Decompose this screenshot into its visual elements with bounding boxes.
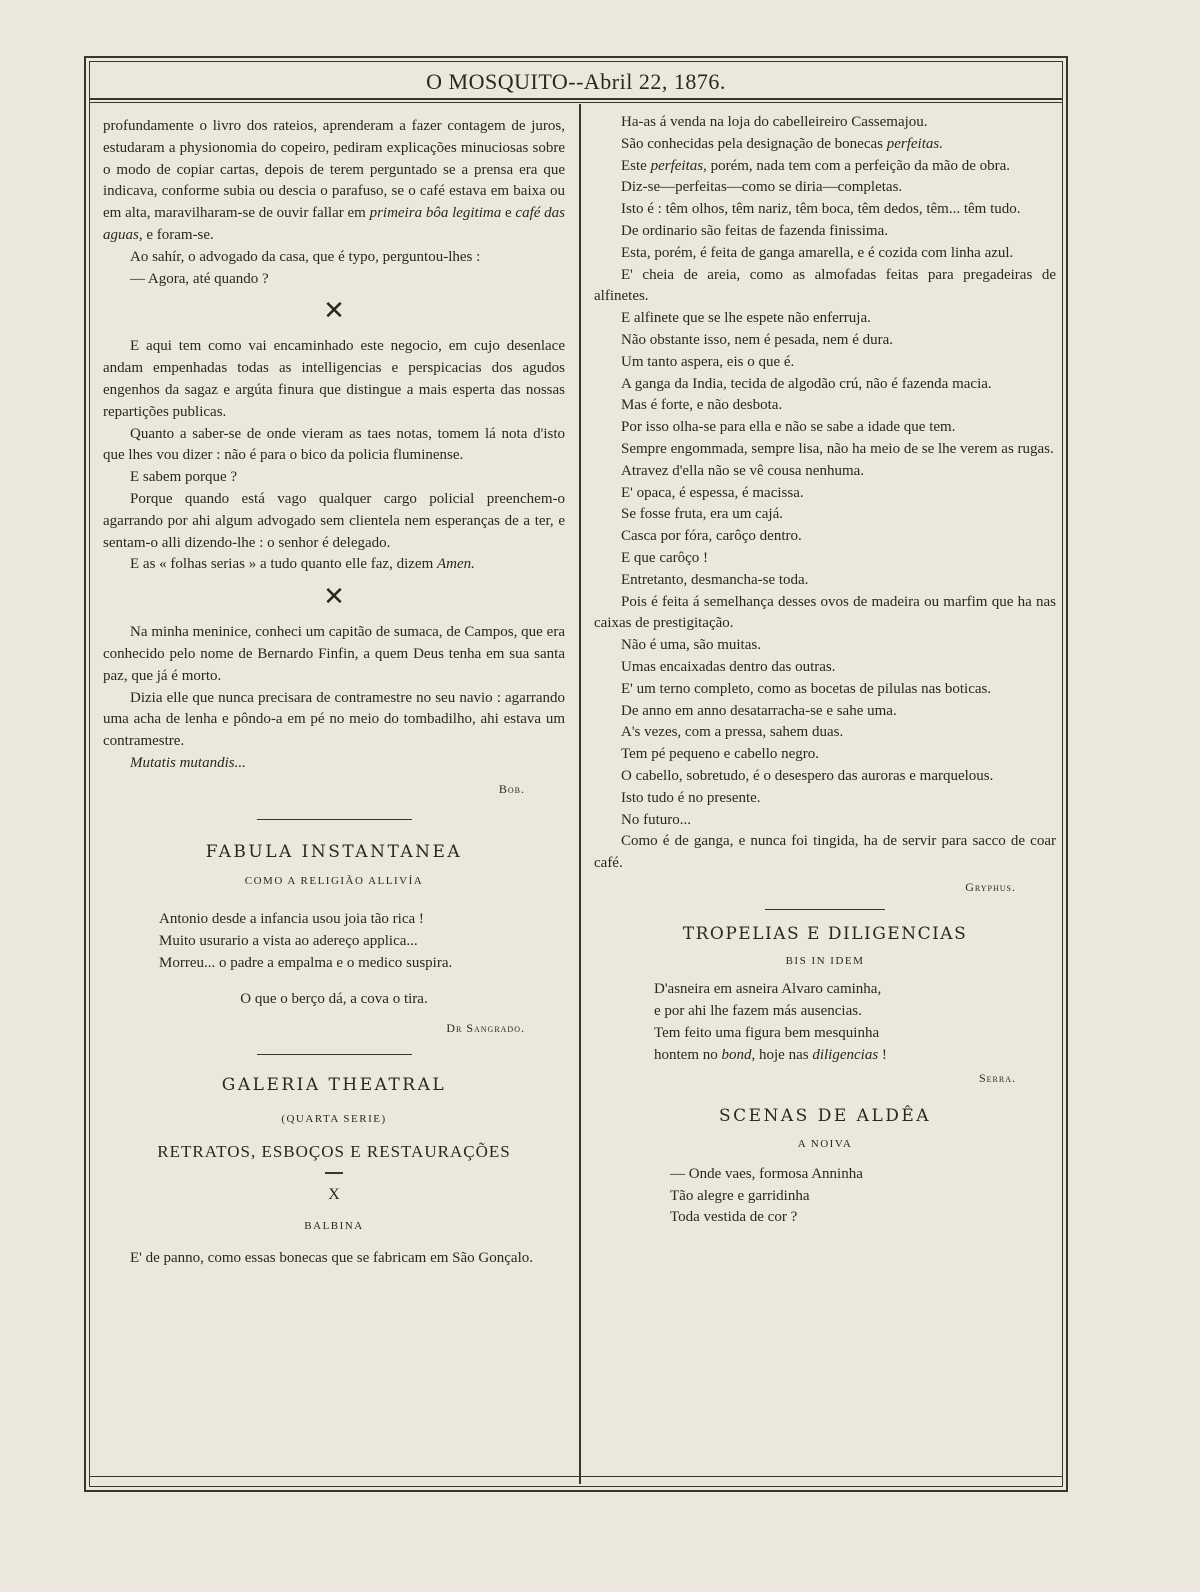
paragraph: Atravez d'ella não se vê cousa nenhuma. xyxy=(621,462,865,479)
section-subtitle: A NOIVA xyxy=(797,1138,853,1151)
paragraph: E' opaca, é espessa, é macissa. xyxy=(621,484,804,501)
section-subtitle-large: RETRATOS, ESBOÇOS E RESTAURAÇÕES xyxy=(157,1141,511,1161)
paragraph: São conhecidas pela designação de bonecas perfeitas. xyxy=(621,135,943,152)
roman-numeral: X xyxy=(328,1186,340,1204)
page-header: O MOSQUITO--Abril 22, 1876. xyxy=(426,69,726,94)
paragraph: Se fosse fruta, era um cajá. xyxy=(621,506,784,523)
paragraph: Dizia elle que nunca precisara de contramestre no seu navio : agarrando uma acha de lenha e pôndo-a em pé no meio do tombadilho, ahi estava um contramestre. xyxy=(103,689,565,750)
paragraph: E sabem porque ? xyxy=(130,469,238,486)
verse-line: Tem feito uma figura bem mesquinha xyxy=(654,1024,880,1041)
section-rule xyxy=(257,1054,412,1055)
header-rule xyxy=(89,98,1063,100)
paragraph: A's vezes, com a pressa, sahem duas. xyxy=(621,724,844,741)
signature: Serra. xyxy=(978,1071,1016,1086)
verse-line: D'asneira em asneira Alvaro caminha, xyxy=(654,981,882,998)
paragraph: Um tanto aspera, eis o que é. xyxy=(621,353,795,370)
section-title: FABULA INSTANTANEA xyxy=(205,841,463,862)
paragraph: Não obstante isso, nem é pesada, nem é dura. xyxy=(621,331,893,348)
paragraph: Esta, porém, é feita de ganga amarella, e é cozida com linha azul. xyxy=(621,244,1014,261)
paragraph: Ha-as á venda na loja do cabelleireiro Cassemajou. xyxy=(621,114,928,130)
section-rule xyxy=(765,909,885,910)
paragraph: Sempre engommada, sempre lisa, não ha meio de se lhe verem as rugas. xyxy=(621,440,1054,457)
paragraph: No futuro... xyxy=(621,811,691,828)
paragraph: E' um terno completo, como as bocetas de pilulas nas boticas. xyxy=(621,680,992,697)
paragraph: Quanto a saber-se de onde vieram as taes notas, tomem lá nota d'isto que lhes vou dizer : não é para o bico da policia fluminense. xyxy=(103,425,565,464)
verse-line: Toda vestida de cor ? xyxy=(670,1209,798,1226)
poem xyxy=(654,979,1056,1066)
paragraph: Pois é feita á semelhança desses ovos de madeira ou marfim que ha nas caixas de prestigitação. xyxy=(594,593,1056,632)
paragraph: Isto tudo é no presente. xyxy=(621,789,761,806)
section-rule xyxy=(257,819,412,820)
short-rule xyxy=(325,1172,343,1174)
verse-line: — Onde vaes, formosa Anninha xyxy=(670,1165,863,1182)
paragraph: E' de panno, como essas bonecas que se fabricam em São Gonçalo. xyxy=(130,1250,533,1267)
verse-line: Antonio desde a infancia usou joia tão rica ! xyxy=(159,911,424,928)
paragraph: Tem pé pequeno e cabello negro. xyxy=(621,746,820,763)
poem xyxy=(159,909,565,1010)
signature: Bob. xyxy=(498,781,525,796)
paragraph: Entretanto, desmancha-se toda. xyxy=(621,571,809,588)
paragraph: E' cheia de areia, como as almofadas feitas para pregadeiras de alfinetes. xyxy=(594,266,1056,305)
paragraph: A ganga da India, tecida de algodão crú, não é fazenda macia. xyxy=(621,375,992,392)
paragraph: Mas é forte, e não desbota. xyxy=(621,397,783,414)
cross-separator-icon: ✕ xyxy=(323,296,345,326)
section-title: SCENAS DE ALDÊA xyxy=(718,1106,932,1127)
section-subtitle: BIS IN IDEM xyxy=(785,955,865,968)
paragraph: E alfinete que se lhe espete não enferruja. xyxy=(621,310,871,327)
paragraph: Ao sahír, o advogado da casa, que é typo, perguntou-lhes : xyxy=(130,248,481,265)
section-title: TROPELIAS E DILIGENCIAS xyxy=(682,923,968,944)
paragraph: Na minha meninice, conheci um capitão de sumaca, de Campos, que era conhecido pelo nome de Bernardo Finfin, a quem Deus tenha em sua santa paz, que já é morto. xyxy=(103,624,565,684)
paragraph: O cabello, sobretudo, é o desespero das auroras e marquelous. xyxy=(621,767,994,784)
paragraph: De anno em anno desatarracha-se e sahe uma. xyxy=(621,702,897,719)
verse-line: Morreu... o padre a empalma e o medico suspira. xyxy=(159,954,453,971)
verse-line: hontem no bond, hoje nas diligencias ! xyxy=(654,1046,887,1063)
paragraph: Umas encaixadas dentro das outras. xyxy=(621,658,836,675)
poem xyxy=(670,1164,1056,1229)
character-name: BALBINA xyxy=(304,1220,364,1233)
signature: Gryphus. xyxy=(965,879,1016,894)
paragraph: profundamente o livro dos rateios, aprenderam a fazer contagem de juros, estudaram a physionomia do copeiro, pediram explicações minuciosas sobre o modo de copiar cartas, depois de terem perguntado se a prensa era que indicava, conforme subia ou descia o parafuso, se o café estava em baixa ou em alta, maravilharam-se de ouvir fallar em primeira bôa legitima e café das aguas, e foram-se. xyxy=(103,118,565,243)
cross-separator-icon: ✕ xyxy=(323,582,345,612)
section-title: GALERIA THEATRAL xyxy=(221,1075,447,1096)
signature: Dr Sangrado. xyxy=(446,1021,525,1036)
paragraph: De ordinario são feitas de fazenda finissima. xyxy=(621,222,888,239)
verse-line: Tão alegre e garridinha xyxy=(670,1187,810,1204)
paragraph: E aqui tem como vai encaminhado este negocio, em cujo desenlace andam empenhadas todas as intelligencias e perspicacias dos agudos engenhos da sagaz e argúta finura que distingue a mais esperta das nossas repartições publicas. xyxy=(103,338,565,420)
paragraph: E as « folhas serias » a tudo quanto elle faz, dizem Amen. xyxy=(130,556,475,573)
verse-line: O que o berço dá, a cova o tira. xyxy=(240,990,428,1007)
paragraph: Este perfeitas, porém, nada tem com a perfeição da mão de obra. xyxy=(621,157,1011,174)
column-divider xyxy=(579,104,581,1484)
verse-line: e por ahi lhe fazem más ausencias. xyxy=(654,1003,862,1020)
paragraph: Isto é : têm olhos, têm nariz, têm boca, têm dedos, têm... têm tudo. xyxy=(621,201,1021,218)
paragraph: Não é uma, são muitas. xyxy=(621,637,761,654)
paragraph: — Agora, até quando ? xyxy=(130,270,269,287)
right-column xyxy=(594,112,1056,1229)
paragraph: Por isso olha-se para ella e não se sabe a idade que tem. xyxy=(621,419,956,436)
paragraph: Mutatis mutandis... xyxy=(130,754,246,771)
paragraph: E que carôço ! xyxy=(621,549,709,566)
section-subtitle: COMO A RELIGIÃO ALLIVÍA xyxy=(244,875,424,888)
left-column xyxy=(103,116,565,1270)
header-rule-thin xyxy=(89,102,1063,103)
bottom-rule xyxy=(89,1476,1063,1477)
section-subtitle: (QUARTA SERIE) xyxy=(281,1112,387,1125)
paragraph: Como é de ganga, e nunca foi tingida, ha de servir para sacco de coar café. xyxy=(594,833,1056,872)
paragraph: Porque quando está vago qualquer cargo policial preenchem-o agarrando por ahi algum advogado sem clientela nem esperanças de a ter, e sentam-o alli dizendo-lhe : o senhor é delegado. xyxy=(103,490,565,551)
paragraph: Casca por fóra, carôço dentro. xyxy=(621,528,802,545)
paragraph: Diz-se—perfeitas—como se diria—completas. xyxy=(621,179,903,196)
verse-line: Muito usurario a vista ao adereço applica... xyxy=(159,932,418,949)
